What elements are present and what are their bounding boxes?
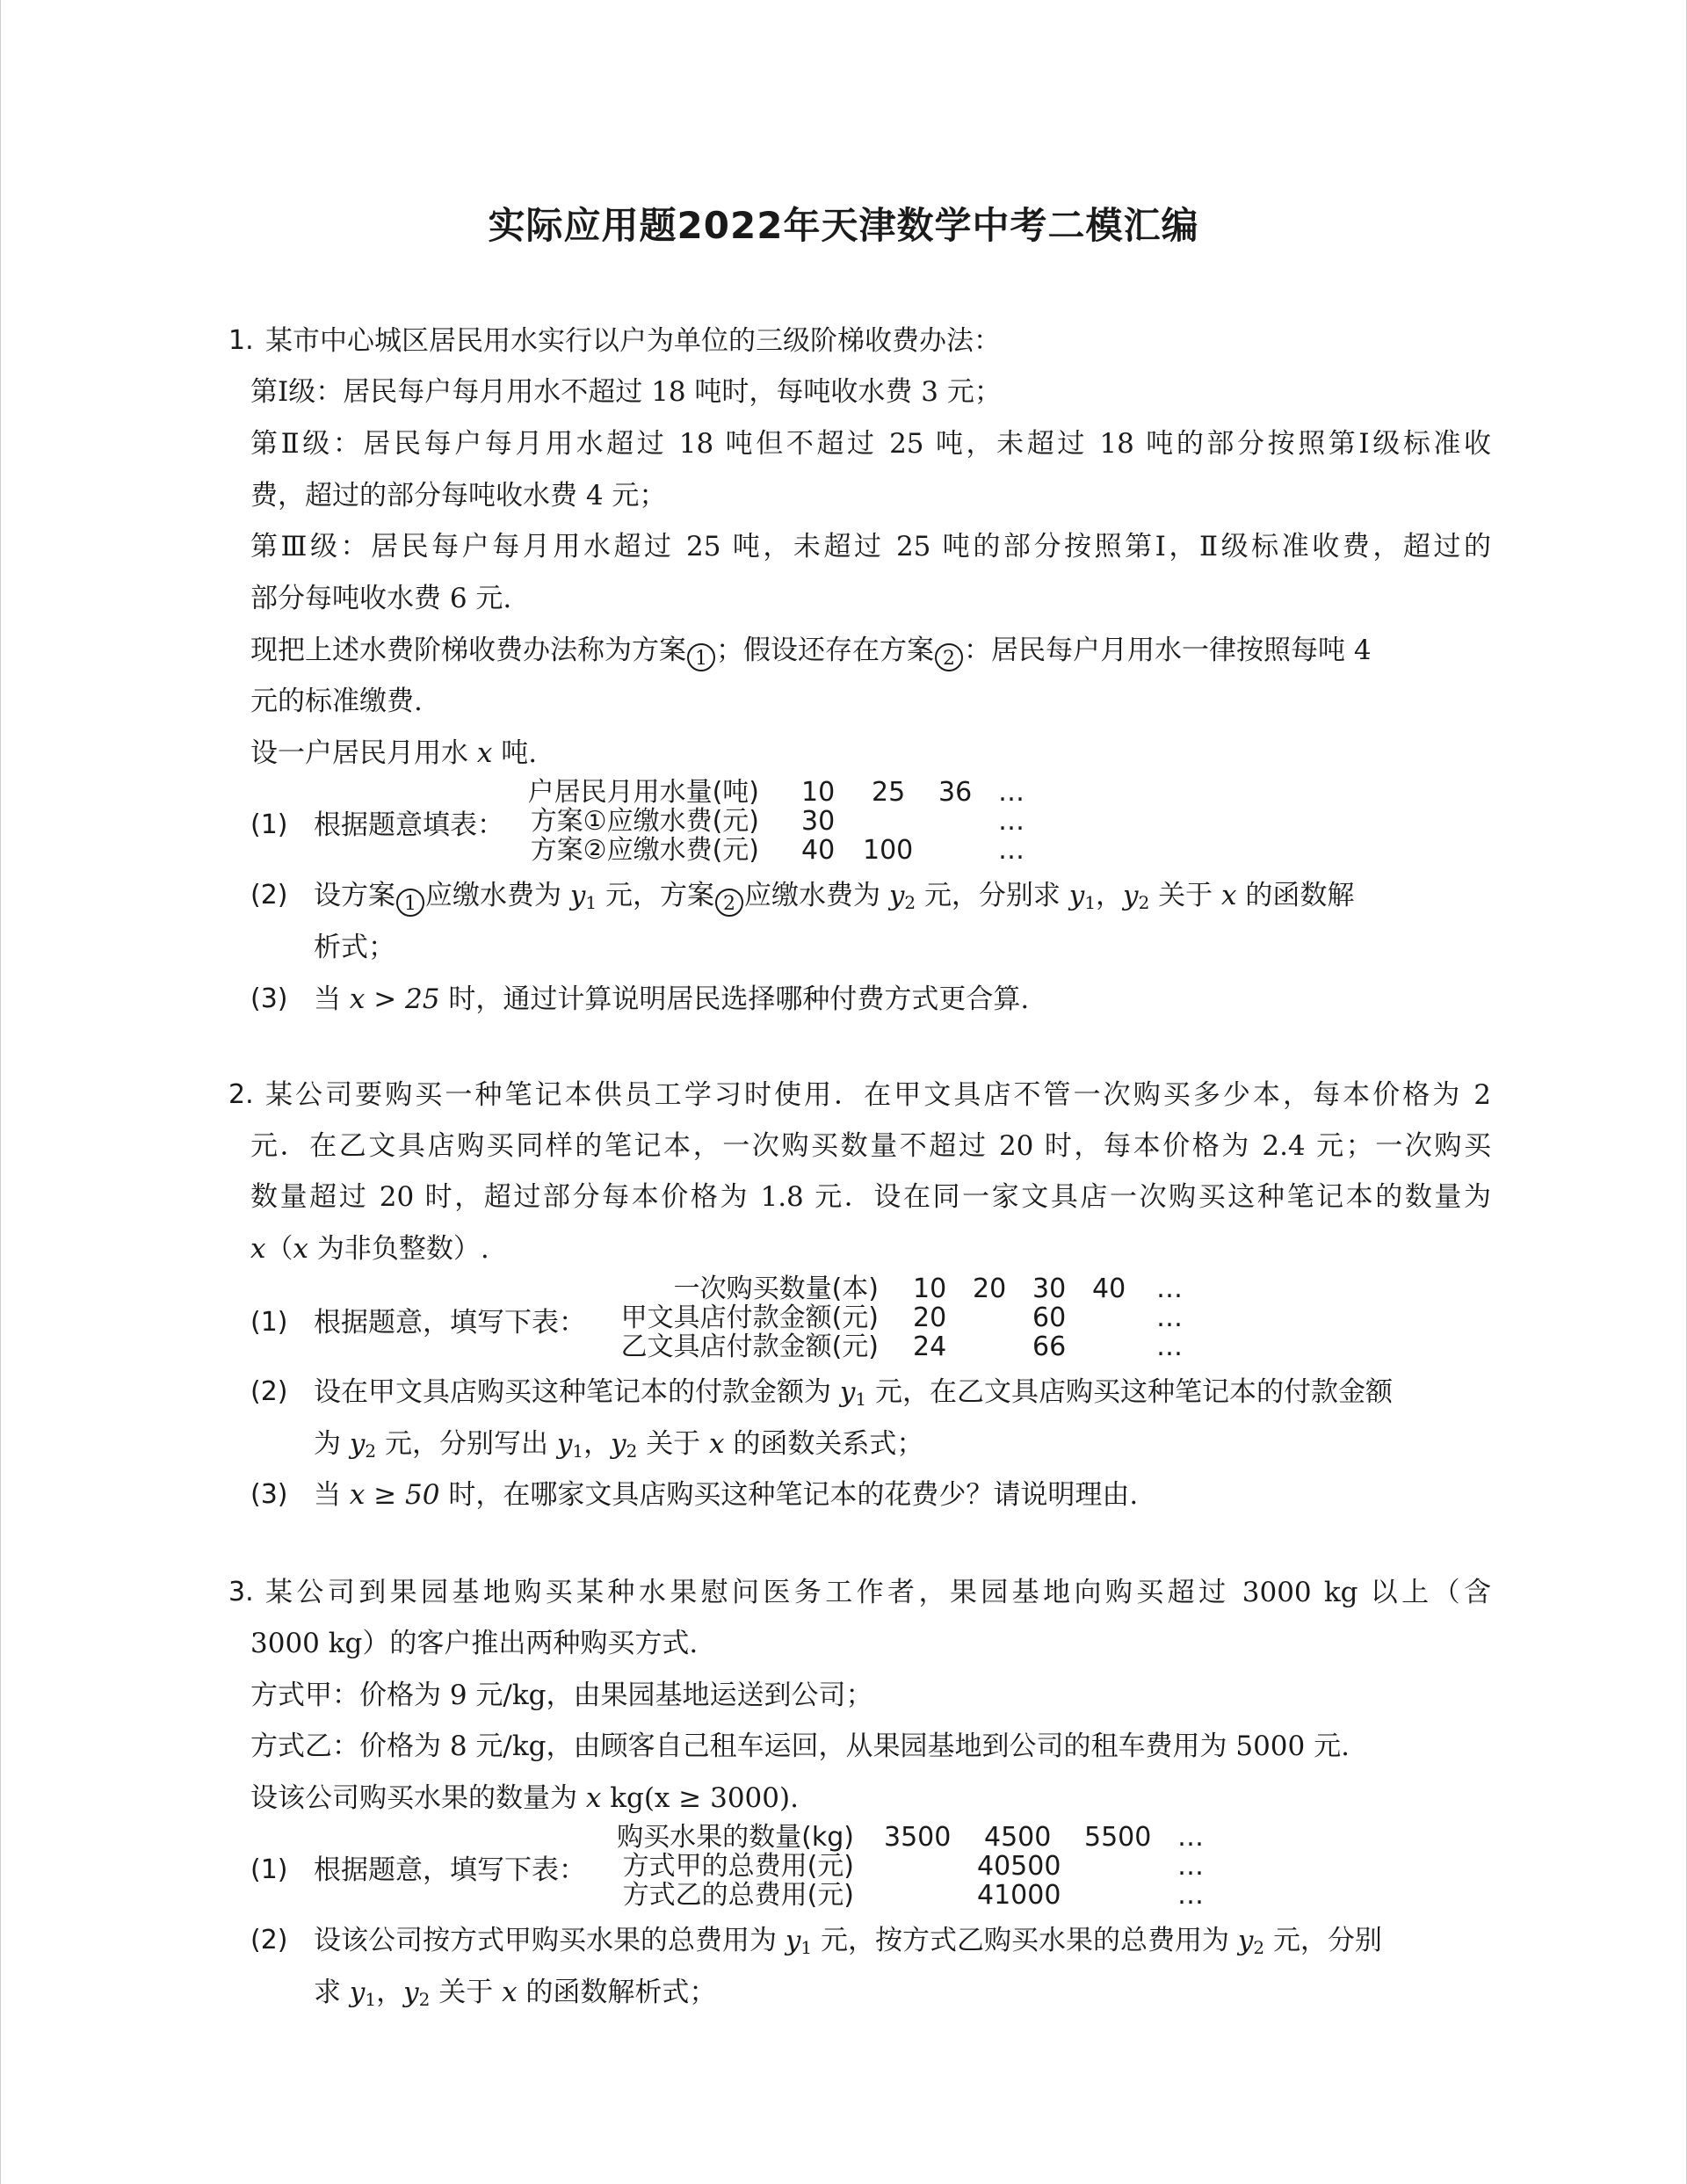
q2-line3: 数量超过 20 时，超过部分每本价格为 1.8 元．设在同一家文具店一次购买这种笔记本的数量为 xyxy=(250,1181,1491,1213)
subscript: 2 xyxy=(904,892,916,913)
q1-tier2-line1: 第Ⅱ级：居民每户每月用水超过 18 吨但不超过 25 吨，未超过 18 吨的部分按照第Ⅰ级标准收 xyxy=(250,428,1491,460)
table-cell: … xyxy=(1156,1273,1183,1304)
condition: x ≥ 50 xyxy=(349,1479,440,1511)
table-cell: … xyxy=(1177,1851,1204,1882)
table-cell: 30 xyxy=(801,806,836,837)
subscript: 1 xyxy=(585,892,597,913)
subscript: 2 xyxy=(365,1440,377,1462)
table-cell: 60 xyxy=(1032,1302,1067,1333)
q2-part1-text: 根据题意，填写下表： xyxy=(314,1307,586,1339)
q1-tier3-line1: 第Ⅲ级：居民每户每月用水超过 25 吨，未超过 25 吨的部分按照第Ⅰ，Ⅱ级标准收费，超过的 xyxy=(250,531,1491,562)
q3-line4: 方式乙：价格为 8 元/kg，由顾客自己租车运回，从果园基地到公司的租车费用为 5000 元. xyxy=(250,1731,1350,1762)
text: 设该公司按方式甲购买水果的总费用为 xyxy=(314,1925,777,1956)
q2-part3-text xyxy=(314,1477,1138,1513)
table-cell: 36 xyxy=(938,777,973,808)
row-label: 乙文具店付款金额(元) xyxy=(620,1331,879,1362)
table-cell: … xyxy=(998,777,1025,808)
table-cell: 40500 xyxy=(977,1851,1061,1882)
subscript: 1 xyxy=(365,1989,377,2010)
row-label: 一次购买数量(本) xyxy=(673,1273,879,1304)
table-cell: … xyxy=(1177,1880,1204,1911)
q1-part2-line2: 析式； xyxy=(314,932,395,963)
table-row xyxy=(597,1332,1195,1362)
text: 元，分别求 xyxy=(923,880,1061,911)
text: ， xyxy=(1096,880,1124,911)
text: 当 xyxy=(314,1479,341,1511)
q1-part1-number: (1) xyxy=(250,809,288,840)
table-cell: 40 xyxy=(801,835,836,866)
q2-number: 2. xyxy=(228,1079,254,1110)
q2-line4 xyxy=(250,1231,489,1266)
table-row xyxy=(601,1851,1204,1882)
q2-part2-number: (2) xyxy=(250,1376,288,1407)
table-row xyxy=(601,1822,1204,1853)
q1-let-text: 设一户居民月用水 xyxy=(250,737,468,769)
q3-number: 3. xyxy=(228,1577,254,1607)
var-y: y xyxy=(1068,880,1085,911)
table-cell: … xyxy=(998,835,1025,866)
var-y: y xyxy=(888,880,905,911)
row-label: 购买水果的数量(kg) xyxy=(617,1822,854,1853)
var-x: x xyxy=(585,1782,602,1814)
subscript: 1 xyxy=(855,1389,867,1410)
table-cell: … xyxy=(1177,1822,1204,1853)
table-cell: 41000 xyxy=(977,1880,1061,1911)
text: 关于 xyxy=(438,1977,494,2008)
var-y: y xyxy=(569,880,586,911)
text: 元，在乙文具店购买这种笔记本的付款金额 xyxy=(874,1376,1393,1408)
table-cell: 66 xyxy=(1032,1331,1067,1362)
text: 的函数关系式； xyxy=(733,1428,924,1460)
text: ， xyxy=(376,1977,404,2008)
circled-one: 1 xyxy=(396,889,424,917)
q1-plan-line1 xyxy=(250,633,1372,671)
q2-part2-line1 xyxy=(314,1375,1393,1410)
q1-tier1: 第Ⅰ级：居民每户每月用水不超过 18 吨时，每吨收水费 3 元； xyxy=(250,376,1002,408)
var-y: y xyxy=(1237,1925,1254,1956)
q3-line2: 3000 kg）的客户推出两种购买方式. xyxy=(250,1628,699,1659)
q3-part2-line2 xyxy=(314,1975,716,2010)
text: kg(x ≥ 3000). xyxy=(610,1782,799,1814)
text: ， xyxy=(583,1428,612,1460)
var-y: y xyxy=(349,1428,366,1460)
condition: x > 25 xyxy=(349,983,440,1015)
text: 设在甲文具店购买这种笔记本的付款金额为 xyxy=(314,1376,831,1408)
q1-let-line xyxy=(250,736,537,771)
q1-part3-text xyxy=(314,982,1029,1017)
subscript: 1 xyxy=(1084,892,1097,913)
q3-line3: 方式甲：价格为 9 元/kg，由果园基地运送到公司； xyxy=(250,1680,873,1711)
table-cell: 100 xyxy=(863,835,914,866)
text: 的函数解析式； xyxy=(525,1977,717,2008)
var-x: x xyxy=(293,1233,308,1265)
q1-plan-text-c: ：居民每户月用水一律按照每吨 4 xyxy=(964,635,1372,666)
text: 元，分别 xyxy=(1272,1925,1382,1956)
text: 应缴水费为 xyxy=(743,880,880,911)
text: 当 xyxy=(314,983,341,1015)
q3-part2-line1 xyxy=(314,1923,1382,1958)
table-cell: 30 xyxy=(1032,1273,1067,1304)
table-cell: 40 xyxy=(1092,1273,1126,1304)
circled-one: 1 xyxy=(687,643,715,671)
q1-plan-line2: 元的标准缴费. xyxy=(250,686,423,717)
text: 设方案 xyxy=(314,880,395,911)
subscript: 2 xyxy=(1138,892,1150,913)
q1-plan-text-b: ；假设还存在方案 xyxy=(716,635,934,666)
text: 关于 xyxy=(1158,880,1213,911)
var-y: y xyxy=(611,1428,626,1460)
q3-part1-text: 根据题意，填写下表： xyxy=(314,1854,586,1886)
var-y: y xyxy=(785,1925,801,1956)
subscript: 1 xyxy=(800,1937,813,1958)
text: （ xyxy=(265,1233,293,1265)
q1-number: 1. xyxy=(228,325,254,356)
circled-two: 2 xyxy=(935,643,963,671)
q2-fill-table xyxy=(597,1274,1195,1364)
text: 关于 xyxy=(646,1428,701,1460)
document-title: 实际应用题2022年天津数学中考二模汇编 xyxy=(488,204,1199,247)
table-cell: 25 xyxy=(872,777,906,808)
var-x: x xyxy=(476,737,493,769)
row-label: 甲文具店付款金额(元) xyxy=(620,1302,879,1333)
q1-intro: 某市中心城区居民用水实行以户为单位的三级阶梯收费办法： xyxy=(265,325,1001,357)
text: 应缴水费为 xyxy=(425,880,561,911)
text: 元，按方式乙购买水果的总费用为 xyxy=(820,1925,1229,1956)
subscript: 2 xyxy=(626,1440,638,1462)
text: 元，方案 xyxy=(605,880,714,911)
q1-tier3-line2: 部分每吨收水费 6 元. xyxy=(250,583,512,614)
q1-part3-number: (3) xyxy=(250,983,288,1014)
q1-part1-text: 根据题意填表： xyxy=(314,809,504,841)
q1-part2-number: (2) xyxy=(250,880,288,911)
var-x: x xyxy=(1221,880,1237,911)
row-label: 方案①应缴水费(元) xyxy=(530,806,759,837)
row-label: 方案②应缴水费(元) xyxy=(530,835,759,866)
q1-tier2-line2: 费，超过的部分每吨收水费 4 元； xyxy=(250,480,667,512)
page-edge-left xyxy=(0,0,1,2184)
text: 时，在哪家文具店购买这种笔记本的花费少？请说明理由. xyxy=(448,1479,1139,1511)
q3-line1: 某公司到果园基地购买某种水果慰问医务工作者，果园基地向购买超过 3000 kg 以上（含 xyxy=(265,1577,1491,1608)
q3-part1-number: (1) xyxy=(250,1854,288,1885)
q3-line5 xyxy=(250,1781,799,1816)
table-cell: 3500 xyxy=(884,1822,952,1853)
table-cell: 10 xyxy=(801,777,836,808)
table-row xyxy=(513,807,1084,837)
text: 设该公司购买水果的数量为 xyxy=(250,1782,577,1814)
table-cell: … xyxy=(1156,1331,1183,1362)
text: 为 xyxy=(314,1428,341,1460)
subscript: 2 xyxy=(418,1989,431,2010)
row-label: 方式甲的总费用(元) xyxy=(622,1851,854,1882)
var-x: x xyxy=(709,1428,725,1460)
var-y: y xyxy=(403,1977,419,2008)
q1-let-unit: 吨. xyxy=(501,737,538,769)
q2-line2: 元．在乙文具店购买同样的笔记本，一次购买数量不超过 20 时，每本价格为 2.4 元；一次购买 xyxy=(250,1130,1491,1162)
q2-part3-number: (3) xyxy=(250,1479,288,1510)
text: 的函数解 xyxy=(1245,880,1355,911)
q1-plan-text-a: 现把上述水费阶梯收费办法称为方案 xyxy=(250,635,686,666)
var-x: x xyxy=(502,1977,518,2008)
table-row xyxy=(513,836,1084,866)
table-cell: 24 xyxy=(913,1331,947,1362)
table-row xyxy=(601,1880,1204,1911)
q2-part1-number: (1) xyxy=(250,1307,288,1338)
q3-fill-table xyxy=(601,1822,1204,1912)
row-label: 方式乙的总费用(元) xyxy=(622,1880,854,1911)
q1-fill-table xyxy=(513,778,1084,867)
var-x: x xyxy=(250,1233,266,1265)
table-cell: … xyxy=(1156,1302,1183,1333)
table-cell: 20 xyxy=(913,1302,947,1333)
table-cell: 5500 xyxy=(1084,1822,1152,1853)
var-y: y xyxy=(839,1376,856,1408)
table-row xyxy=(513,778,1084,808)
text: 求 xyxy=(314,1977,341,2008)
table-cell: 10 xyxy=(913,1273,947,1304)
text: 元，分别写出 xyxy=(384,1428,548,1460)
circled-two: 2 xyxy=(715,889,743,917)
table-row xyxy=(597,1274,1195,1304)
q3-part2-number: (2) xyxy=(250,1925,288,1955)
text: 为非负整数）. xyxy=(316,1233,489,1265)
table-row xyxy=(597,1303,1195,1333)
text: 时，通过计算说明居民选择哪种付费方式更合算. xyxy=(448,983,1030,1015)
subscript: 1 xyxy=(572,1440,584,1462)
subscript: 2 xyxy=(1253,1937,1265,1958)
table-cell: 4500 xyxy=(984,1822,1052,1853)
var-y: y xyxy=(1123,880,1139,911)
q2-line1: 某公司要购买一种笔记本供员工学习时使用．在甲文具店不管一次购买多少本，每本价格为 2 xyxy=(265,1079,1491,1111)
var-y: y xyxy=(349,1977,366,2008)
table-cell: 20 xyxy=(973,1273,1007,1304)
row-label: 户居民月用水量(吨) xyxy=(527,777,759,808)
q1-part2-line1 xyxy=(314,878,1354,917)
q2-part2-line2 xyxy=(314,1426,923,1462)
var-y: y xyxy=(556,1428,573,1460)
table-cell: … xyxy=(998,806,1025,837)
